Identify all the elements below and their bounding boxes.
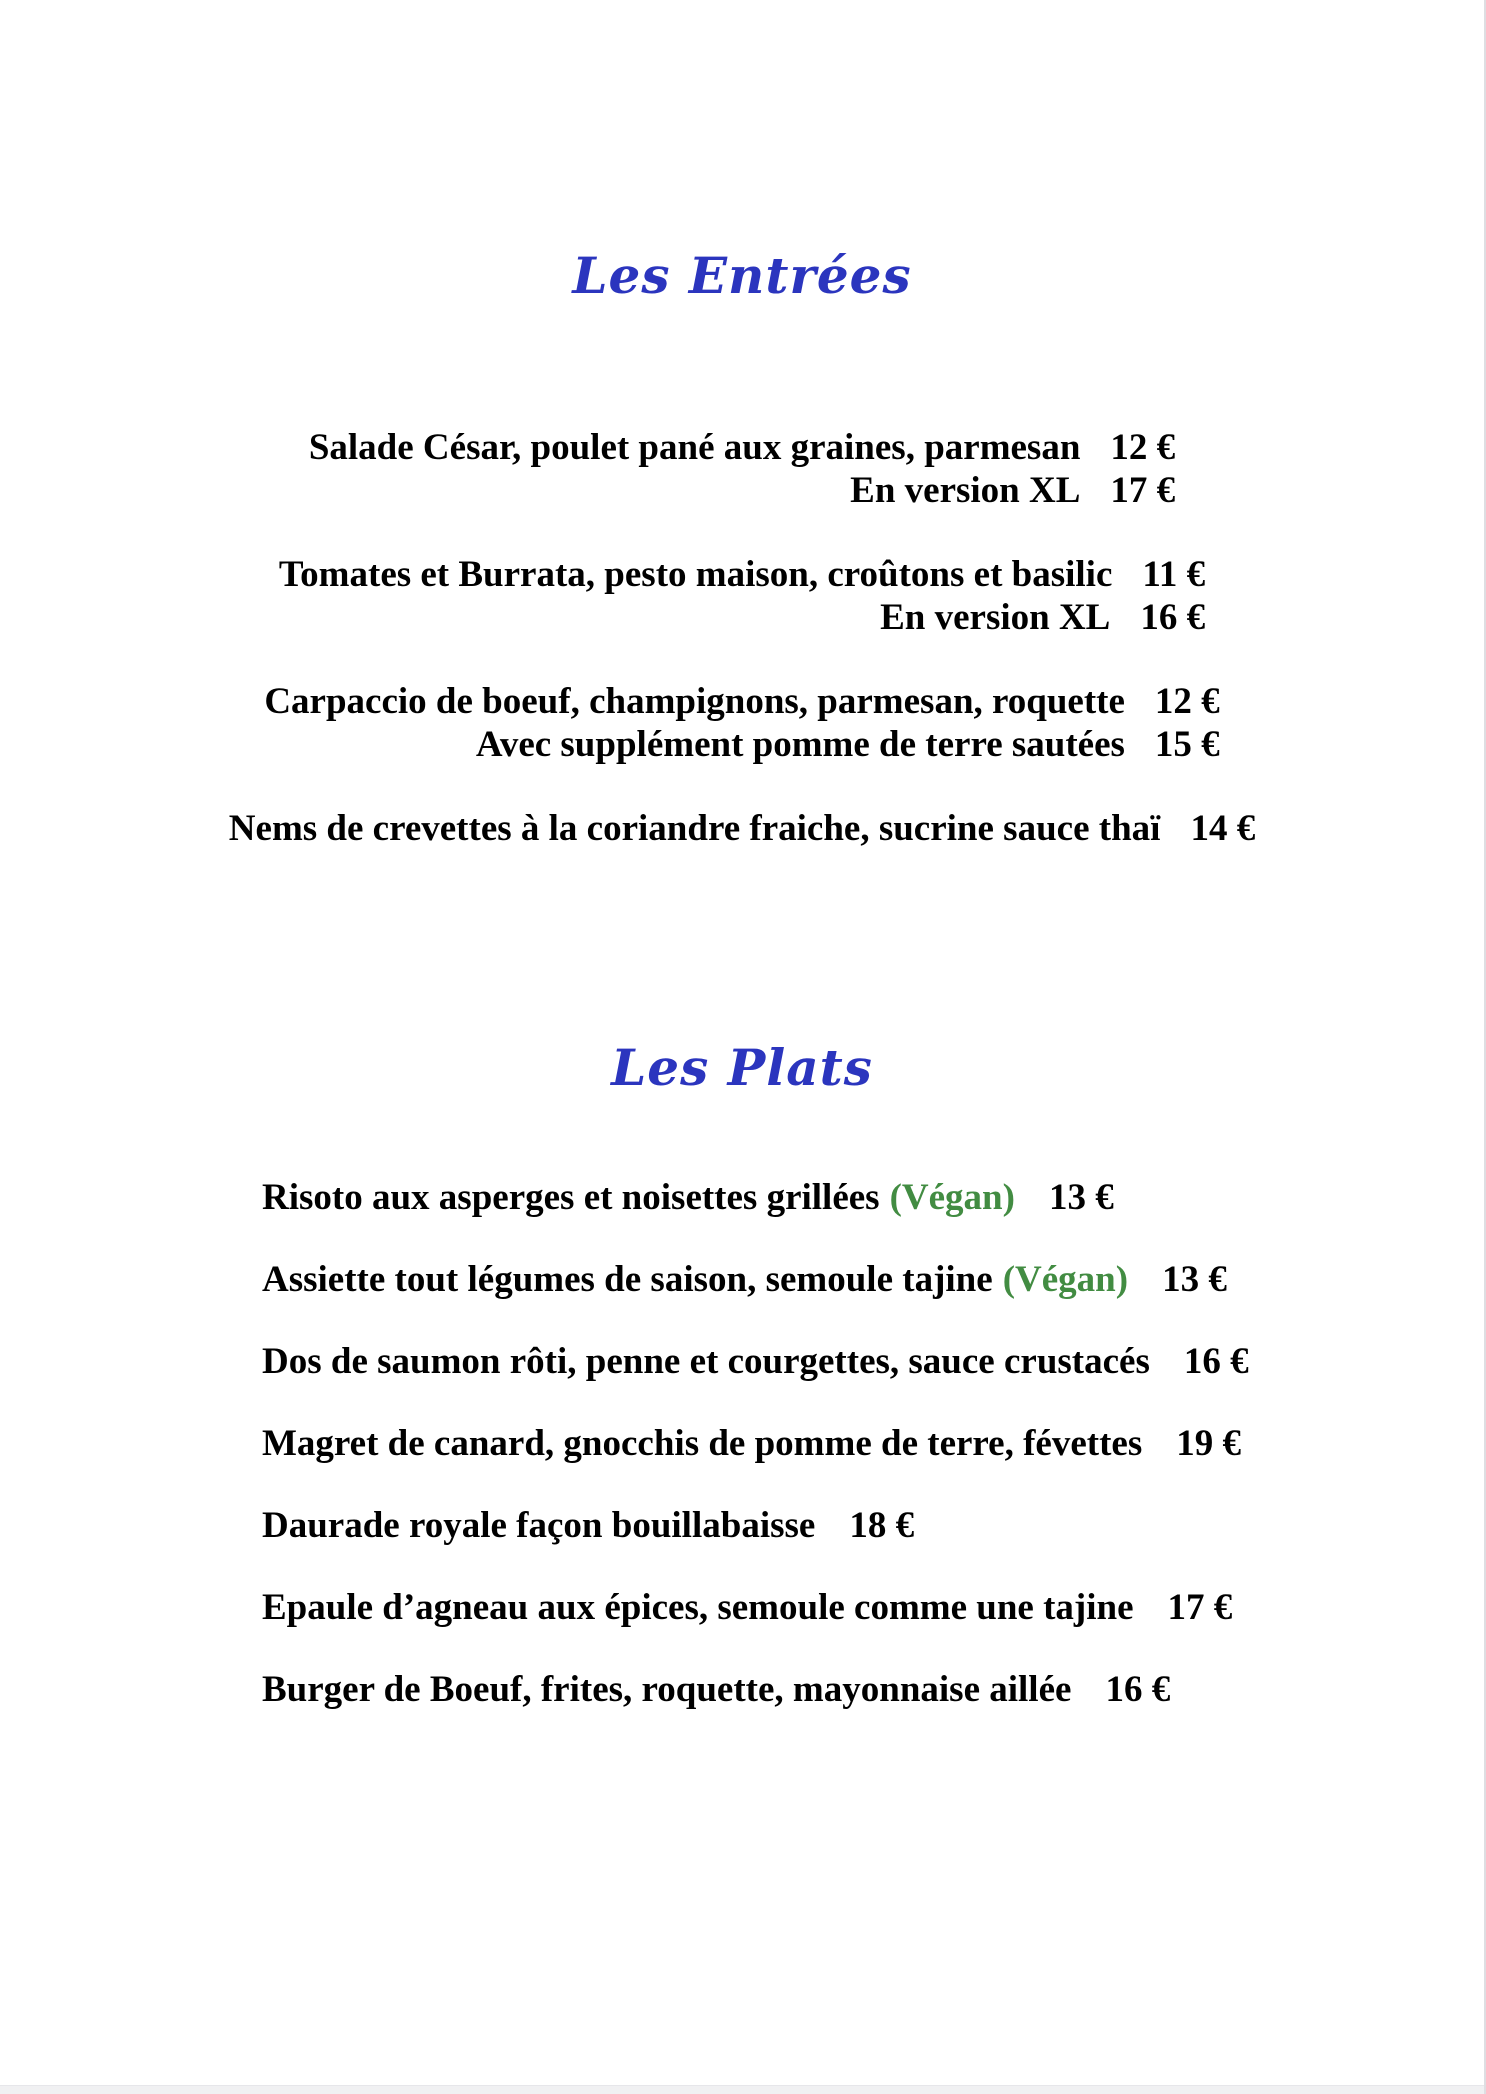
item-name: Daurade royale façon bouillabaisse	[262, 1505, 816, 1546]
entrees-title: Les Entrées	[572, 246, 912, 305]
item-variant-price: 15 €	[1154, 724, 1220, 765]
vegan-badge: (Végan)	[889, 1177, 1015, 1218]
item-price: 19 €	[1176, 1423, 1241, 1464]
item-name: Risoto aux asperges et noisettes grillées	[262, 1177, 880, 1218]
item-name: Dos de saumon rôti, penne et courgettes, sauce crustacés	[262, 1341, 1150, 1382]
item-variant-price: 17 €	[1110, 470, 1176, 511]
item-price: 13 €	[1048, 1177, 1114, 1218]
item-price: 17 €	[1167, 1587, 1233, 1628]
section-entrees	[0, 244, 1484, 850]
menu-item	[309, 426, 1175, 512]
menu-item	[262, 1586, 1484, 1629]
item-line1	[309, 426, 1175, 469]
vegan-badge: (Végan)	[1002, 1259, 1129, 1300]
menu-item	[262, 1668, 1484, 1711]
menu-item	[229, 807, 1255, 850]
item-name: Carpaccio de boeuf, champignons, parmesan, roquette	[264, 681, 1125, 722]
menu-item	[262, 1504, 1484, 1547]
menu-item	[262, 1340, 1484, 1383]
item-name: Salade César, poulet pané aux graines, parmesan	[308, 427, 1081, 468]
plats-list	[0, 1176, 1484, 1711]
item-price: 12 €	[1154, 681, 1220, 722]
item-price: 14 €	[1190, 808, 1256, 849]
menu-item	[262, 1422, 1484, 1465]
item-line1	[229, 807, 1255, 850]
item-price: 12 €	[1110, 427, 1176, 468]
item-variant-price: 16 €	[1140, 597, 1206, 638]
item-price: 16 €	[1105, 1669, 1171, 1710]
item-variant-name: Avec supplément pomme de terre sautées	[475, 724, 1125, 765]
section-plats	[0, 1036, 1484, 1711]
item-name: Epaule d’agneau aux épices, semoule comme une tajine	[262, 1587, 1134, 1628]
menu-item	[279, 553, 1205, 639]
item-name: Assiette tout légumes de saison, semoule tajine	[262, 1259, 993, 1300]
item-line2	[279, 596, 1205, 639]
item-price: 11 €	[1142, 554, 1206, 595]
item-line2	[309, 469, 1175, 512]
item-variant-name: En version XL	[850, 470, 1081, 511]
page-bottom-edge	[0, 2085, 1484, 2094]
item-name: Magret de canard, gnocchis de pomme de terre, févettes	[262, 1423, 1143, 1464]
item-line2	[264, 723, 1219, 766]
menu-item	[262, 1176, 1484, 1219]
item-line1	[264, 680, 1219, 723]
item-price: 18 €	[849, 1505, 915, 1546]
entrees-list	[0, 426, 1484, 850]
menu-item	[262, 1258, 1484, 1301]
item-name: Burger de Boeuf, frites, roquette, mayonnaise aillée	[262, 1669, 1072, 1710]
plats-title: Les Plats	[611, 1038, 873, 1097]
item-name: Nems de crevettes à la coriandre fraiche, sucrine sauce thaï	[228, 808, 1161, 849]
menu-item	[264, 680, 1219, 766]
item-line1	[279, 553, 1205, 596]
item-price: 16 €	[1183, 1341, 1249, 1382]
item-variant-name: En version XL	[880, 597, 1111, 638]
item-price: 13 €	[1162, 1259, 1227, 1300]
item-name: Tomates et Burrata, pesto maison, croûtons et basilic	[278, 554, 1113, 595]
